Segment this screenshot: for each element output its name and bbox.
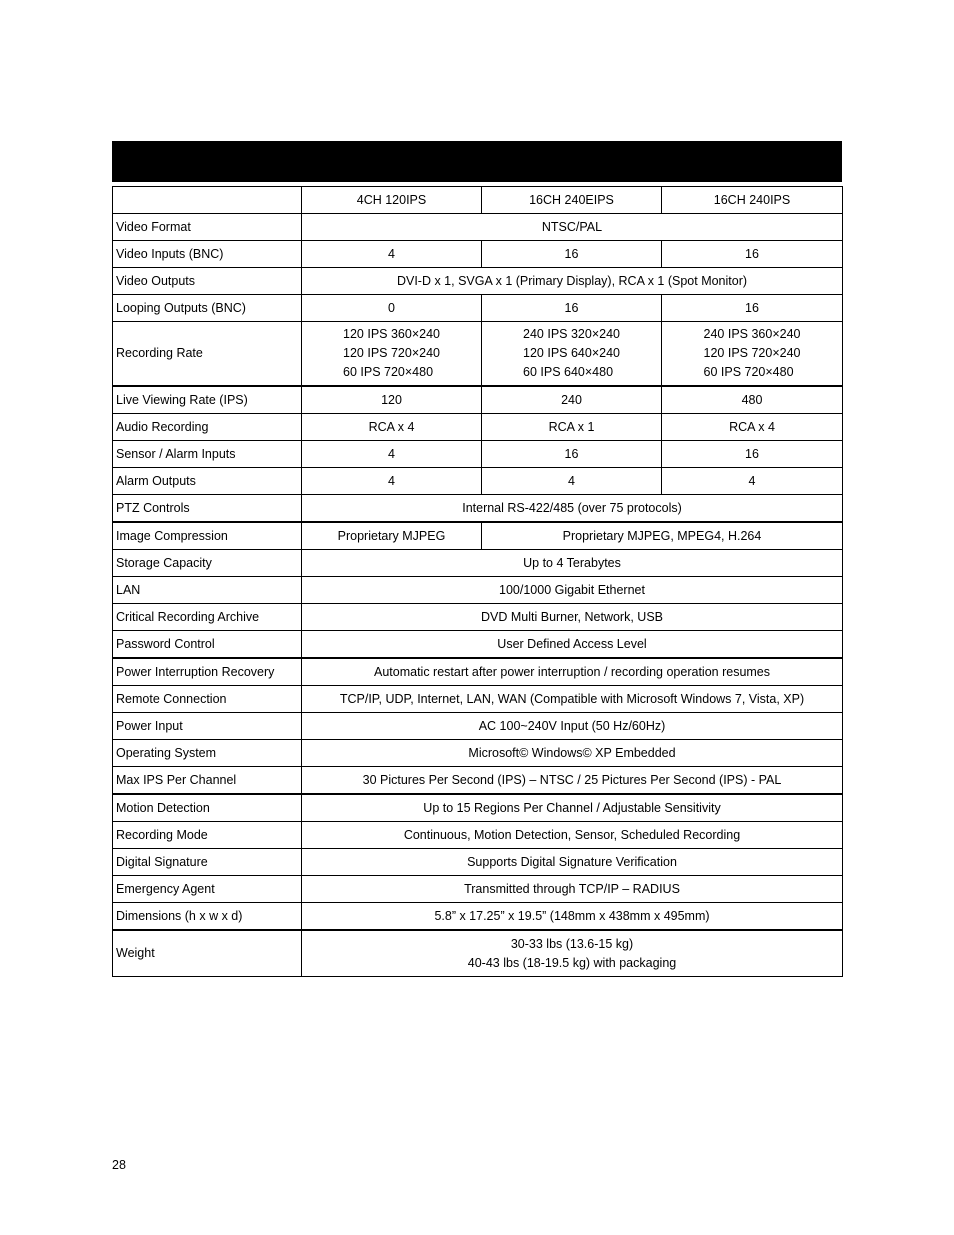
row-value: User Defined Access Level <box>302 631 843 659</box>
row-label: Audio Recording <box>113 414 302 441</box>
row-label: Video Inputs (BNC) <box>113 241 302 268</box>
rate-line: 120 IPS 640×240 <box>523 346 620 360</box>
row-label: Motion Detection <box>113 794 302 822</box>
specifications-table <box>112 186 843 977</box>
table-row <box>113 767 843 795</box>
section-header-bar <box>112 141 842 182</box>
table-row <box>113 740 843 767</box>
row-value: Automatic restart after power interruption / recording operation resumes <box>302 658 843 686</box>
rate-line: 60 IPS 720×480 <box>703 365 794 379</box>
row-value: 5.8” x 17.25” x 19.5” (148mm x 438mm x 495mm) <box>302 903 843 931</box>
row-label: Looping Outputs (BNC) <box>113 295 302 322</box>
row-value: 100/1000 Gigabit Ethernet <box>302 577 843 604</box>
row-value: DVD Multi Burner, Network, USB <box>302 604 843 631</box>
rate-line: 120 IPS 720×240 <box>343 346 440 360</box>
table-row <box>113 295 843 322</box>
table-row <box>113 903 843 931</box>
row-label: Emergency Agent <box>113 876 302 903</box>
row-value: RCA x 4 <box>302 414 482 441</box>
row-value: NTSC/PAL <box>302 214 843 241</box>
row-value: TCP/IP, UDP, Internet, LAN, WAN (Compatible with Microsoft Windows 7, Vista, XP) <box>302 686 843 713</box>
table-row <box>113 876 843 903</box>
row-value: Proprietary MJPEG <box>302 522 482 550</box>
row-label: Dimensions (h x w x d) <box>113 903 302 931</box>
row-value: RCA x 1 <box>482 414 662 441</box>
row-label: Max IPS Per Channel <box>113 767 302 795</box>
table-row <box>113 822 843 849</box>
row-label: Video Format <box>113 214 302 241</box>
table-row <box>113 686 843 713</box>
row-value: 240 <box>482 386 662 414</box>
page-number: 28 <box>112 1158 126 1172</box>
row-value: 16 <box>662 241 843 268</box>
table-row <box>113 468 843 495</box>
table-row <box>113 794 843 822</box>
row-value: Up to 15 Regions Per Channel / Adjustable Sensitivity <box>302 794 843 822</box>
table-row <box>113 322 843 387</box>
table-row <box>113 268 843 295</box>
table-row <box>113 631 843 659</box>
row-label: Critical Recording Archive <box>113 604 302 631</box>
header-cell-16ch-240eips: 16CH 240EIPS <box>482 187 662 214</box>
row-value: Internal RS-422/485 (over 75 protocols) <box>302 495 843 523</box>
row-label: LAN <box>113 577 302 604</box>
row-value: 4 <box>302 441 482 468</box>
row-label: Storage Capacity <box>113 550 302 577</box>
header-cell-empty <box>113 187 302 214</box>
row-label: Digital Signature <box>113 849 302 876</box>
row-value: AC 100~240V Input (50 Hz/60Hz) <box>302 713 843 740</box>
row-label: Recording Rate <box>113 322 302 387</box>
row-value: Supports Digital Signature Verification <box>302 849 843 876</box>
row-label: Power Input <box>113 713 302 740</box>
row-value: 4 <box>302 241 482 268</box>
table-row <box>113 495 843 523</box>
row-label: Video Outputs <box>113 268 302 295</box>
row-label: Sensor / Alarm Inputs <box>113 441 302 468</box>
row-label: Remote Connection <box>113 686 302 713</box>
row-label: Image Compression <box>113 522 302 550</box>
row-value: 4 <box>302 468 482 495</box>
row-value: 120 <box>302 386 482 414</box>
row-value: 16 <box>662 441 843 468</box>
table-row <box>113 522 843 550</box>
weight-line: 40-43 lbs (18-19.5 kg) with packaging <box>467 955 677 970</box>
row-label: Alarm Outputs <box>113 468 302 495</box>
row-value: 4 <box>482 468 662 495</box>
row-value: 30 Pictures Per Second (IPS) – NTSC / 25 Pictures Per Second (IPS) - PAL <box>302 767 843 795</box>
rate-line: 60 IPS 640×480 <box>523 365 614 379</box>
row-value: Microsoft© Windows© XP Embedded <box>302 740 843 767</box>
header-cell-16ch-240ips: 16CH 240IPS <box>662 187 843 214</box>
row-value: 0 <box>302 295 482 322</box>
row-value: 4 <box>662 468 843 495</box>
table-row <box>113 414 843 441</box>
row-label: Recording Mode <box>113 822 302 849</box>
table-row <box>113 713 843 740</box>
row-value: RCA x 4 <box>662 414 843 441</box>
row-value: 16 <box>662 295 843 322</box>
rate-line: 120 IPS 720×240 <box>703 346 801 360</box>
row-value: Up to 4 Terabytes <box>302 550 843 577</box>
row-value: 16 <box>482 241 662 268</box>
table-row <box>113 386 843 414</box>
table-header-row <box>113 187 843 214</box>
row-label: Power Interruption Recovery <box>113 658 302 686</box>
table-row <box>113 214 843 241</box>
row-label: Live Viewing Rate (IPS) <box>113 386 302 414</box>
row-label: Password Control <box>113 631 302 659</box>
rate-line: 240 IPS 360×240 <box>703 327 801 341</box>
row-value <box>482 322 662 387</box>
row-value: Transmitted through TCP/IP – RADIUS <box>302 876 843 903</box>
row-value: 480 <box>662 386 843 414</box>
table-row <box>113 930 843 977</box>
table-row <box>113 241 843 268</box>
table-row <box>113 658 843 686</box>
table-row <box>113 577 843 604</box>
weight-line: 30-33 lbs (13.6-15 kg) <box>510 936 634 951</box>
rate-line: 60 IPS 720×480 <box>343 365 434 379</box>
row-value: 16 <box>482 441 662 468</box>
row-value: DVI-D x 1, SVGA x 1 (Primary Display), RCA x 1 (Spot Monitor) <box>302 268 843 295</box>
table-row <box>113 604 843 631</box>
row-value <box>302 930 843 977</box>
row-value: Proprietary MJPEG, MPEG4, H.264 <box>482 522 843 550</box>
table-row <box>113 849 843 876</box>
row-value <box>302 322 482 387</box>
row-value <box>662 322 843 387</box>
row-label: Weight <box>113 930 302 977</box>
row-value: Continuous, Motion Detection, Sensor, Scheduled Recording <box>302 822 843 849</box>
row-label: Operating System <box>113 740 302 767</box>
header-cell-4ch-120ips: 4CH 120IPS <box>302 187 482 214</box>
table-row <box>113 441 843 468</box>
row-value: 16 <box>482 295 662 322</box>
table-row <box>113 550 843 577</box>
row-label: PTZ Controls <box>113 495 302 523</box>
rate-line: 120 IPS 360×240 <box>343 327 440 341</box>
rate-line: 240 IPS 320×240 <box>523 327 620 341</box>
